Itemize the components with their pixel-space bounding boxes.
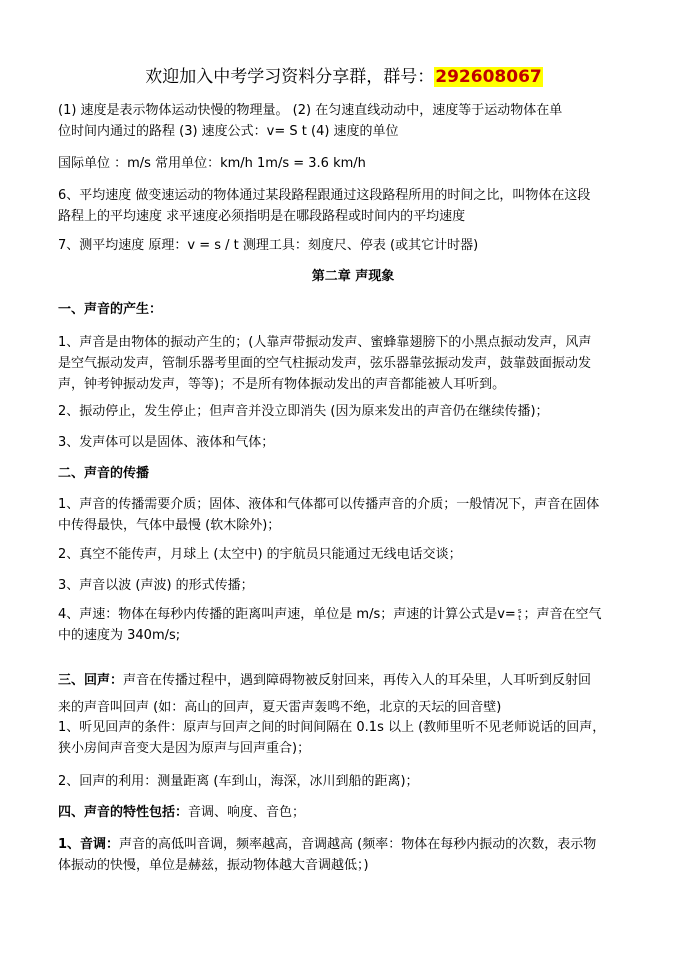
propagation-item-2 (58, 544, 648, 565)
text-line: 2、振动停止，发生停止；但声音并没立即消失 (因为原来发出的声音仍在继续传播)； (58, 404, 549, 419)
echo-definition: 声音在传播过程中，遇到障碍物被反射回来，再传入人的耳朵里，人耳听到反射回 (123, 673, 592, 688)
text-line: 狭小房间声音变大是因为原声与回声重合)； (58, 741, 311, 756)
fraction-numerator: s (517, 606, 522, 615)
text-line: 来的声音叫回声 (如：高山的回声，夏天雷声轰鸣不绝，北京的天坛的回音壁) (58, 700, 502, 715)
text-line: 1、声音是由物体的振动产生的；(人靠声带振动发声、蜜蜂靠翅膀下的小黑点振动发声，风声 (58, 335, 592, 350)
text-line: 2、回声的利用：测量距离 (车到山，海深，冰川到船的距离)； (58, 774, 419, 789)
echo-section (58, 665, 648, 719)
text-line: 3、声音以波 (声波) 的形式传播； (58, 578, 254, 593)
section-heading: 二、声音的传播 (58, 466, 150, 481)
propagation-item-4 (58, 604, 648, 646)
text-line: 是空气振动发声，管制乐器考里面的空气柱振动发声，弦乐器靠弦振动发声，鼓靠鼓面振动发 (58, 356, 592, 371)
production-item-2 (58, 401, 648, 422)
text-line: 路程上的平均速度 求平速度必须指明是在哪段路程或时间内的平均速度 (58, 209, 466, 224)
average-speed (58, 185, 648, 227)
text-line: 2、真空不能传声，月球上 (太空中) 的宇航员只能通过无线电话交谈； (58, 547, 462, 562)
text-line: 1、声音的传播需要介质；固体、液体和气体都可以传播声音的介质；一般情况下，声音在固体 (58, 497, 600, 512)
speed-fraction (518, 608, 522, 622)
text-line (58, 665, 648, 696)
text-line (58, 802, 648, 823)
characteristics-heading (58, 802, 648, 823)
sound-speed-text: 4、声速：物体在每秒内传播的距离叫声速，单位是 m/s；声速的计算公式是v= (58, 607, 516, 622)
section-heading-propagation (58, 463, 648, 484)
propagation-item-3 (58, 575, 648, 596)
pitch-label: 1、音调： (58, 837, 120, 852)
text-line: 7、测平均速度 原理：v = s / t 测理工具：刻度尺、停表 (或其它计时器) (58, 238, 479, 253)
text-line: 国际单位 ：m/s 常用单位：km/h 1m/s = 3.6 km/h (58, 156, 366, 171)
chapter-heading: 第二章 声现象 (311, 269, 395, 284)
text-line: 中传得最快，气体中最慢 (软木除外)； (58, 518, 281, 533)
production-item-3 (58, 432, 648, 453)
characteristics-list: 音调、响度、音色； (188, 805, 306, 820)
text-line: 1、听见回声的条件：原声与回声之间的时间间隔在 0.1s 以上 (教师里听不见老师说话的回声， (58, 720, 606, 735)
pitch-item (58, 834, 648, 876)
text-line: 位时间内通过的路程 (3) 速度公式：v= S t (4) 速度的单位 (58, 124, 399, 139)
section-heading: 四、声音的特性包括： (58, 805, 189, 820)
speed-units (58, 153, 648, 174)
section-heading-production (58, 299, 648, 320)
chapter-title (58, 266, 648, 287)
text-line: 中的速度为 340m/s; (58, 628, 181, 643)
pitch-definition: 声音的高低叫音调，频率越高，音调越高 (频率：物体在每秒内振动的次数，表示物 (119, 837, 597, 852)
echo-item-2 (58, 771, 648, 792)
group-banner (0, 64, 688, 90)
text-line: 声，钟考钟振动发声，等等)；不是所有物体振动发出的声音都能被人耳听到。 (58, 377, 506, 392)
propagation-item-1 (58, 494, 648, 536)
text-line: 体振动的快慢，单位是赫兹，振动物体越大音调越低；) (58, 858, 369, 873)
production-item-1 (58, 332, 648, 395)
text-line: 6、平均速度 做变速运动的物体通过某段路程跟通过这段路程所用的时间之比，叫物体在这段 (58, 188, 591, 203)
text-line (58, 604, 648, 625)
fraction-denominator: t (518, 613, 522, 622)
text-line: 3、发声体可以是固体、液体和气体； (58, 435, 275, 450)
speed-definitions (58, 100, 648, 142)
echo-item-1 (58, 717, 648, 759)
measure-average-speed (58, 235, 648, 256)
text-line: (1) 速度是表示物体运动快慢的物理量。 (2) 在匀速直线动动中，速度等于运动物体在单 (58, 103, 563, 118)
group-number: 292608067 (435, 67, 542, 87)
text-line (58, 834, 648, 855)
section-heading: 三、回声： (58, 673, 124, 688)
banner-text: 欢迎加入中考学习资料分享群，群号： (145, 67, 435, 87)
section-heading: 一、声音的产生： (58, 302, 163, 317)
sound-speed-text-continued: ；声音在空气 (523, 607, 602, 622)
